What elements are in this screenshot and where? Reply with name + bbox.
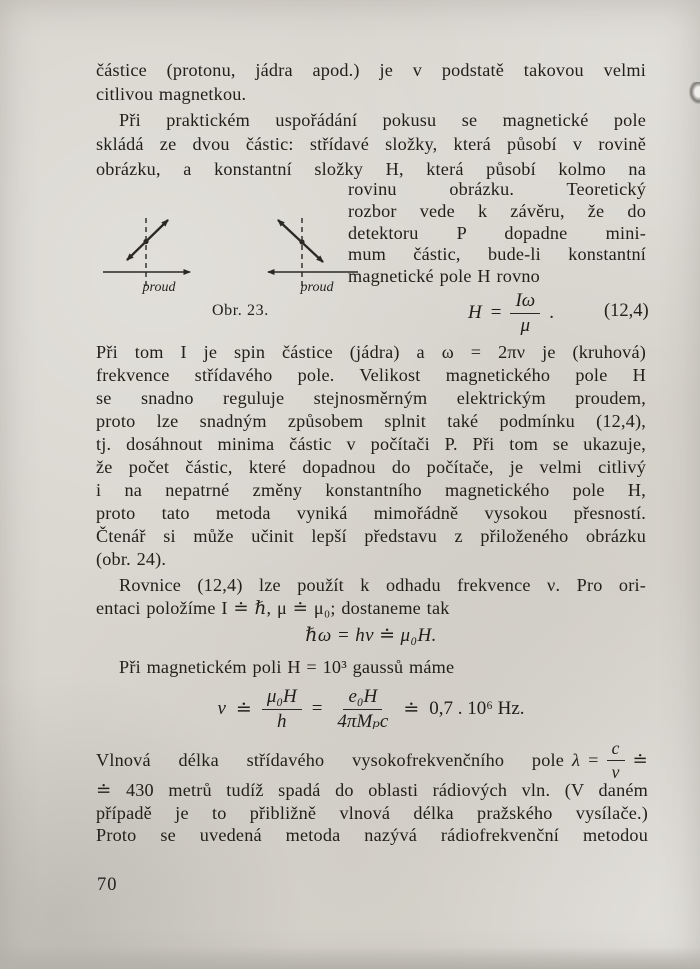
text-line: tj. dosáhnout minima částic v počítači P. Při tom se ukazuje, [96,434,646,454]
approx-sign: ≐ [632,749,648,770]
text-line: Rovnice (12,4) lze použít k odhadu frekvence ν. Pro ori- [119,575,646,595]
equation-number: (12,4) [604,301,649,321]
approx-sign: ≐ [235,698,252,720]
text-line: mum částic, bude-li konstantní [348,244,646,265]
equals-sign: = [311,698,323,719]
lambda-variable: λ [572,749,581,770]
text-line: Při magnetickém poli H = 10³ gaussů máme [119,657,455,677]
text-line: případě je to přibližně vlnová délka pražského vysílače.) [96,802,648,823]
fraction-denominator: h [277,710,287,732]
approx-sign: ≐ [403,698,420,720]
equals-sign: = [490,302,502,324]
text-line: (obr. 24). [96,549,167,569]
page-edge-notch [689,82,700,104]
bottom-shadow [0,947,700,969]
text-line: frekvence střídavého pole. Velikost magnetického pole H [96,365,646,385]
equation-period: . [549,302,554,324]
paragraph-1 [96,58,646,107]
text-line: Při tom I je spin částice (jádra) a ω = 2πν je (kruhová) [96,342,646,362]
paragraph-6 [96,779,648,847]
text-line: obrázku, a konstantní složky H, která působí kolmo na [96,158,646,179]
paragraph-5 [96,656,646,679]
text-line: citlivou magnetkou. [96,84,247,105]
current-arrow-diagram-left [103,218,190,295]
text-line: částice (protonu, jádra apod.) je v podstatě takovou velmi [96,60,646,80]
paragraph-3 [96,341,646,571]
text-line: skládá ze dvou částic: střídavé složky, která působí v rovině [96,134,646,155]
equation-result: 0,7 . 10⁶ Hz. [429,698,525,719]
equation-text: ℏω = hν ≐ μ₀H. [305,625,437,646]
proud-label-right: proud [300,280,334,295]
text-line: že počet částic, které dopadnou do počítače, je velmi citlivý [96,457,646,477]
fraction [332,686,393,733]
figure-caption: Obr. 23. [212,302,269,319]
text-line: entaci položíme I ≐ ℏ, μ ≐ μ₀; dostaneme tak [96,598,450,618]
proud-label-left: proud [142,280,176,295]
page-number: 70 [97,875,118,895]
fraction-denominator: ν [611,761,620,782]
text-line: rovinu obrázku. Teoretický [348,179,646,199]
text-line: Vlnová délka střídavého vysokofrekvenčního pole [96,749,565,770]
equals-sign: = [588,749,599,770]
paragraph-6-line-1 [96,738,648,782]
text-line: Při praktickém uspořádání pokusu se magnetické pole [119,110,646,130]
fraction-numerator: μ₀H [262,686,302,710]
inline-fraction [607,738,625,781]
fraction-numerator: e₀H [343,686,382,710]
fraction-denominator: 4πMₚc [337,710,389,732]
text-line: rozbor vede k závěru, že do [348,200,646,221]
fraction-numerator: Iω [510,290,540,314]
particle-dot [299,239,304,244]
text-line: Čtenář si může učinit lepší představu z přiloženého obrázku [96,526,646,546]
text-line: magnetické pole H rovno [348,266,540,287]
text-line: proto lze snadným způsobem splnit také podmínku (12,4), [96,411,646,431]
text-line: Proto se uvedená metoda nazývá rádiofrekvenční metodou [96,825,648,845]
paragraph-4 [96,574,646,620]
text-line: i na nepatrné změny konstantního magnetického pole H, [96,480,646,500]
particle-dot [143,239,148,244]
paragraph-2 [96,108,646,181]
equation-12-4 [468,290,554,337]
fraction [262,686,302,733]
figure-obr-23 [95,210,365,298]
wrap-column [348,179,646,288]
equation-frequency [96,686,646,732]
text-line: proto tato metoda vyniká mimořádně vysokou přesností. [96,503,646,523]
text-line: se snadno reguluje stejnosměrným elektrickým proudem, [96,388,646,408]
equation-lhs: ν [217,698,226,719]
fraction-denominator: μ [520,314,531,336]
fraction-numerator: c [607,738,625,760]
text-line: ≐ 430 metrů tudíž spadá do oblasti rádiových vln. (V daném [96,780,648,800]
current-arrow-diagram-right [268,218,358,295]
fraction [510,290,540,337]
text-line: detektoru P dopadne mini- [348,222,646,243]
equation-hbar-omega [96,624,646,647]
equation-lhs: H [468,302,482,324]
